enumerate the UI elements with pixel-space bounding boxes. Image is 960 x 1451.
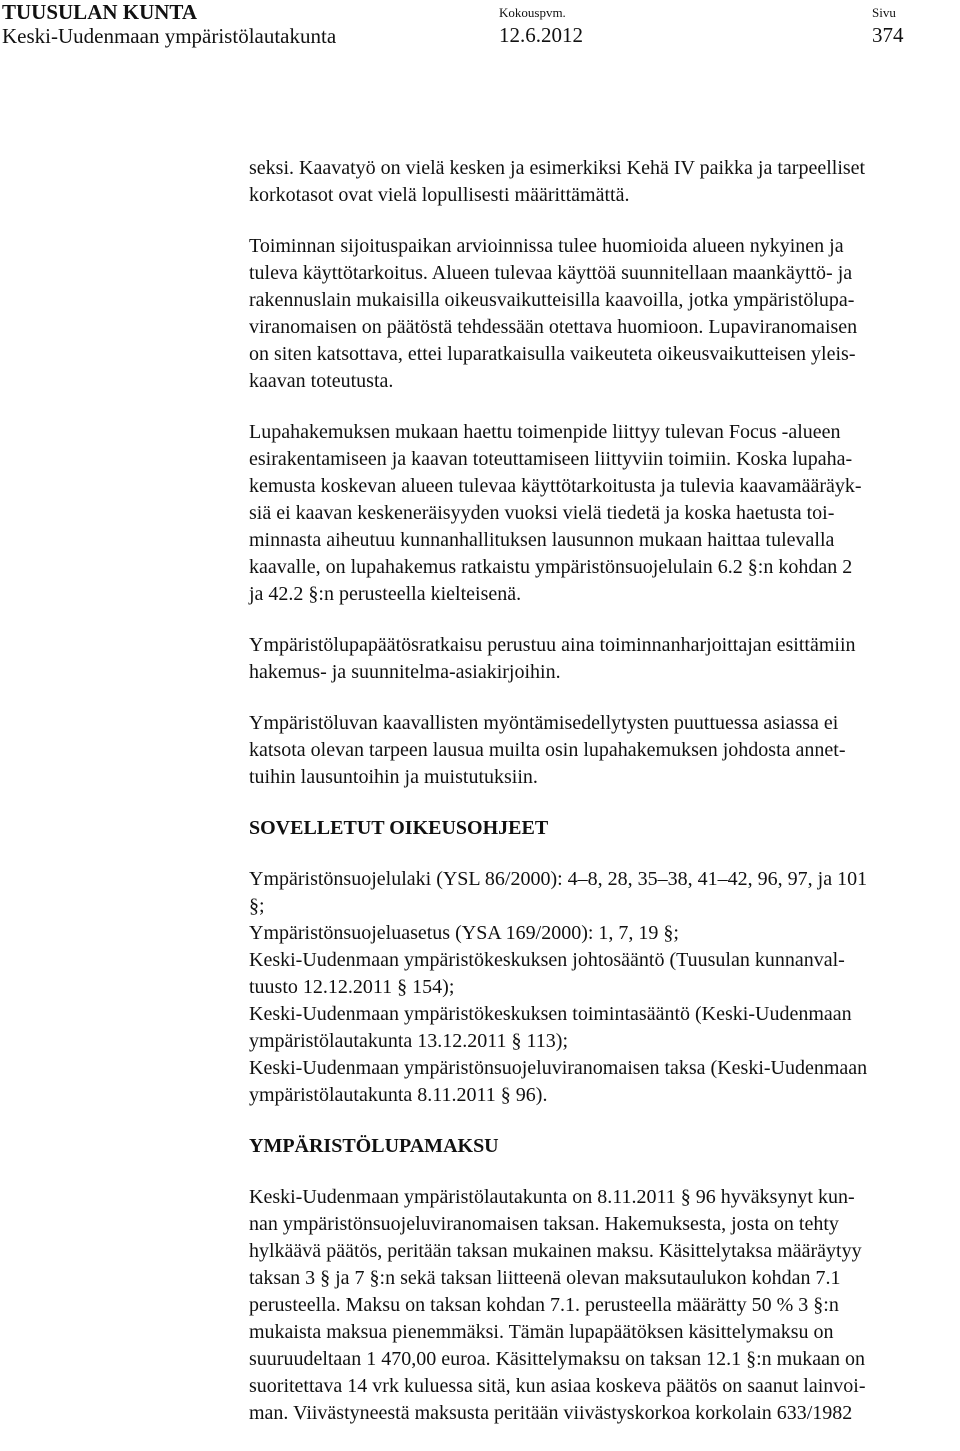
text-line: hylkäävä päätös, peritään taksan mukainen maksu. Käsittelytaksa määräytyy (249, 1240, 862, 1262)
paragraph-location-assessment (249, 233, 959, 395)
page-number: 374 (872, 23, 904, 47)
text-line: hakemus- ja suunnitelma-asiakirjoihin. (249, 661, 561, 683)
text-line: viranomaisen on päätöstä tehdessään otettava huomioon. Lupaviranomaisen (249, 316, 858, 338)
text-line: perusteella. Maksu on taksan kohdan 7.1. perusteella määrätty 50 % 3 §:n (249, 1294, 839, 1316)
text-line: taksan 3 § ja 7 §:n sekä taksan liitteenä olevan maksutaulukon kohdan 7.1 (249, 1267, 841, 1289)
paragraph-permit-fee (249, 1184, 959, 1427)
text-line: Lupahakemuksen mukaan haettu toimenpide liittyy tulevan Focus -alueen (249, 421, 841, 443)
meeting-date-block (499, 2, 583, 47)
text-line: suuruudeltaan 1 470,00 euroa. Käsittelymaksu on taksan 12.1 §:n mukaan on (249, 1348, 865, 1370)
page-label: Sivu (872, 5, 896, 20)
text-line: Ympäristöluvan kaavallisten myöntämisedellytysten puuttuessa asiassa ei (249, 712, 839, 734)
text-line: ympäristölautakunta 13.12.2011 § 113); (249, 1030, 569, 1052)
heading-permit-fee: YMPÄRISTÖLUPAMAKSU (249, 1135, 499, 1157)
text-line: ympäristölautakunta 8.11.2011 § 96). (249, 1084, 548, 1106)
paragraph-statements (249, 710, 959, 791)
text-line: seksi. Kaavatyö on vielä kesken ja esimerkiksi Kehä IV paikka ja tarpeelliset (249, 157, 866, 179)
paragraph-regulations-list (249, 866, 959, 1109)
text-line: on siten katsottava, ettei luparatkaisulla vaikeuteta oikeusvaikutteisen yleis- (249, 343, 856, 365)
paragraph-decision-basis (249, 632, 959, 686)
committee-name: Keski-Uudenmaan ympäristölautakunta (2, 24, 337, 48)
organization-block (2, 0, 336, 48)
text-line: kaavalle, on lupahakemus ratkaistu ympäristönsuojelulain 6.2 §:n kohdan 2 (249, 556, 853, 578)
text-line: tuihin lausuntoihin ja muistutuksiin. (249, 766, 538, 788)
text-line: Ympäristönsuojeluasetus (YSA 169/2000): 1, 7, 19 §; (249, 922, 679, 944)
text-line: Toiminnan sijoituspaikan arvioinnissa tulee huomioida alueen nykyinen ja (249, 235, 844, 257)
text-line: esirakentamiseen ja kaavan toteuttamiseen liittyviin toimiin. Koska lupaha- (249, 448, 853, 470)
paragraph-zoning-status (249, 155, 959, 209)
text-line: tuleva käyttötarkoitus. Alueen tulevaa käyttöä suunnitellaan maankäyttö- ja (249, 262, 853, 284)
text-line: Keski-Uudenmaan ympäristölautakunta on 8.11.2011 § 96 hyväksynyt kun- (249, 1186, 855, 1208)
text-line: Ympäristönsuojelulaki (YSL 86/2000): 4–8, 28, 35–38, 41–42, 96, 97, ja 101 (249, 868, 868, 890)
document-header (0, 0, 960, 50)
text-line: Ympäristölupapäätösratkaisu perustuu aina toiminnanharjoittajan esittämiin (249, 634, 856, 656)
municipality-name: TUUSULAN KUNTA (2, 0, 198, 24)
text-line: tuusto 12.12.2011 § 154); (249, 976, 455, 998)
text-line: Keski-Uudenmaan ympäristökeskuksen toimintasääntö (Keski-Uudenmaan (249, 1003, 852, 1025)
page-number-block (872, 2, 904, 47)
text-line: Keski-Uudenmaan ympäristökeskuksen johtosääntö (Tuusulan kunnanval- (249, 949, 845, 971)
text-line: siä ei kaavan keskeneräisyyden vuoksi vielä tiedetä ja koska haetusta toi- (249, 502, 835, 524)
text-line: ja 42.2 §:n perusteella kielteisenä. (249, 583, 522, 605)
document-body (249, 155, 959, 1451)
text-line: §; (249, 895, 265, 917)
text-line: man. Viivästyneestä maksusta peritään viivästyskorkoa korkolain 633/1982 (249, 1402, 853, 1424)
text-line: katsota olevan tarpeen lausua muilta osin lupahakemuksen johdosta annet- (249, 739, 846, 761)
meeting-date-label: Kokouspvm. (499, 5, 566, 20)
heading-applied-regulations: SOVELLETUT OIKEUSOHJEET (249, 817, 549, 839)
text-line: korkotasot ovat vielä lopullisesti määrittämättä. (249, 184, 630, 206)
text-line: nan ympäristönsuojeluviranomaisen taksan. Hakemuksesta, josta on tehty (249, 1213, 839, 1235)
text-line: rakennuslain mukaisilla oikeusvaikutteisilla kaavoilla, jotka ympäristölupa- (249, 289, 855, 311)
meeting-date: 12.6.2012 (499, 23, 583, 47)
text-line: suoritettava 14 vrk kuluessa sitä, kun asiaa koskeva päätös on saanut lainvoi- (249, 1375, 866, 1397)
text-line: Keski-Uudenmaan ympäristönsuojeluviranomaisen taksa (Keski-Uudenmaan (249, 1057, 868, 1079)
text-line: kaavan toteutusta. (249, 370, 394, 392)
text-line: kemusta koskevan alueen tulevaa käyttötarkoitusta ja tulevia kaavamääräyk- (249, 475, 862, 497)
text-line: mukaista maksua pienemmäksi. Tämän lupapäätöksen käsittelymaksu on (249, 1321, 834, 1343)
paragraph-application-decision (249, 419, 959, 608)
text-line: minnasta aiheutuu kunnanhallituksen lausunnon mukaan haittaa tulevalla (249, 529, 835, 551)
